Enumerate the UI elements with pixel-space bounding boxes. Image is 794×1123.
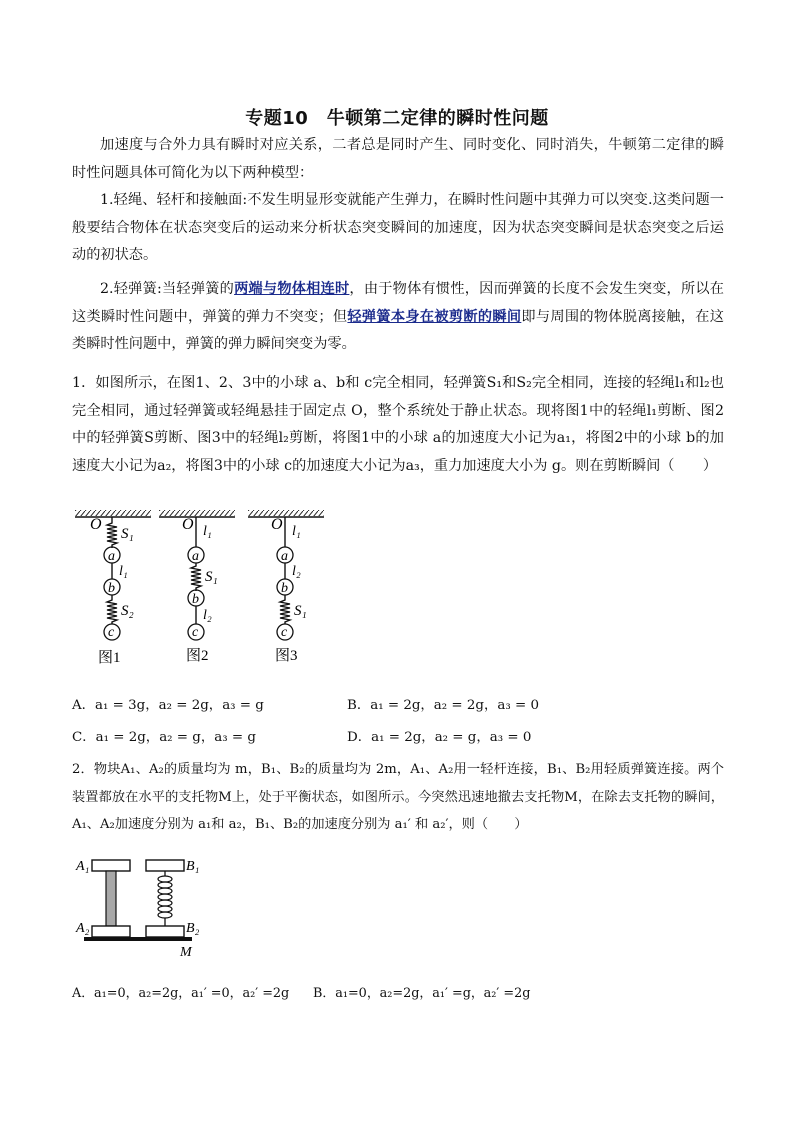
q1-option-b: B．a₁ = 2g，a₂ = 2g，a₃ = 0: [347, 698, 539, 713]
ball-c-label: c: [108, 625, 115, 640]
fig2-label-l2: l₂: [203, 608, 212, 623]
q1-option-c: C．a₁ = 2g，a₂ = g，a₃ = g: [72, 730, 256, 745]
ball-c-label: c: [281, 625, 288, 640]
label-b1: B₁: [186, 859, 200, 874]
spring-s2: [107, 595, 117, 624]
model-2-text-a: 2.轻弹簧:当轻弹簧的: [100, 281, 235, 297]
block-a2: [92, 926, 130, 937]
figure-1-diagram: [75, 510, 151, 666]
block-b1: [146, 860, 184, 871]
model-1-paragraph: 1.轻绳、轻杆和接触面:不发生明显形变就能产生弹力，在瞬时性问题中其弹力可以突变.这类问题一般要结合物体在状态突变后的运动来分析状态突变瞬间的加速度，因为状态突变瞬间是状态突变之后运动的初状态。: [72, 192, 724, 264]
caption-fig3: 图3: [275, 648, 298, 664]
spring-s1: [107, 517, 117, 548]
fig3-label-l2: l₂: [292, 564, 301, 579]
fixed-point-label: O: [90, 516, 102, 533]
spring-s1: [191, 563, 201, 591]
model-2-highlight-1: 两端与物体相连时: [234, 281, 350, 297]
ball-a-label: a: [108, 549, 115, 564]
model-2-text-b: ，由于物体有惯性，因而弹簧的长度不会发生突变，所以在这类瞬时性问题中，弹簧的弹力不突变；但: [72, 281, 724, 325]
ball-a-label: a: [192, 549, 199, 564]
spring-b: [158, 871, 172, 926]
block-b2: [146, 926, 184, 937]
question-2-figure: [72, 852, 212, 962]
block-a1: [92, 860, 130, 871]
label-m: M: [180, 945, 192, 960]
fixed-point-label: O: [271, 516, 283, 533]
fig3-label-s1: S₁: [294, 603, 307, 619]
label-a2: A₂: [76, 921, 90, 936]
model-2-paragraph: [72, 276, 724, 359]
ceiling-hatch: [75, 510, 151, 516]
fig3-label-l1: l₁: [292, 524, 301, 539]
label-a1: A₁: [76, 859, 90, 874]
ball-b-label: b: [192, 592, 199, 607]
ball-c-label: c: [192, 625, 199, 640]
intro-paragraph: 加速度与合外力具有瞬时对应关系，二者总是同时产生、同时变化、同时消失，牛顿第二定律的瞬时性问题具体可简化为以下两种模型：: [72, 137, 724, 181]
question-1-text: 1．如图所示，在图1、2、3中的小球 a、b和 c完全相同，轻弹簧S₁和S₂完全相同，连接的轻绳l₁和l₂也完全相同，通过轻弹簧或轻绳悬挂于固定点 O，整个系统处于静止状态。现将图1中的轻绳l₁剪断、图2中的轻弹簧S剪断、图3中的轻绳l₂剪断，将图1中的小球 a的加速度大小记为a₁，将图2中的小球 b的加速度大小记为a₂，将图3中的小球 c的加速度大小记为a₃，重力加速度大小为 g。则在剪断瞬间（ ）: [72, 375, 724, 474]
ceiling-hatch: [248, 510, 324, 516]
caption-fig2: 图2: [186, 648, 209, 664]
figure-3-diagram: [248, 510, 324, 664]
ceiling-hatch: [159, 510, 235, 516]
ball-a-label: a: [281, 549, 288, 564]
fig1-label-l1: l₁: [119, 564, 128, 579]
fig2-label-s1: S₁: [205, 569, 218, 585]
question-1-figure-3: [240, 505, 336, 670]
model-2-highlight-2: 轻弹簧本身在被剪断的瞬间: [347, 308, 522, 325]
q2-option-b: B．a₁=0，a₂=2g，a₁′ =g，a₂′ =2g: [313, 986, 531, 1001]
model-2-text-c: 即与周围的物体脱离接触，在这类瞬时性问题中，弹簧的弹力瞬间突变为零。: [72, 308, 724, 353]
page-title: 专题10 牛顿第二定律的瞬时性问题: [245, 108, 549, 129]
label-b2: B₂: [186, 921, 200, 936]
question-2-text: 2．物块A₁、A₂的质量均为 m，B₁、B₂的质量均为 2m，A₁、A₂用一轻杆连接，B₁、B₂用轻质弹簧连接。两个装置都放在水平的支托物M上，处于平衡状态，如图所示。今突然迅速地撤去支托物M，在除去支托物的瞬间，A₁、A₂加速度分别为 a₁和 a₂，B₁、B₂的加速度分别为 a₁′ 和 a₂′，则（ ）: [72, 762, 724, 833]
q1-option-a: A．a₁ = 3g，a₂ = 2g，a₃ = g: [72, 698, 264, 713]
spring-s1: [280, 595, 290, 624]
figure-2-diagram: [159, 510, 235, 664]
fig1-label-s2: S₂: [121, 603, 134, 619]
support-m: [84, 937, 192, 941]
ball-b-label: b: [108, 581, 115, 596]
q2-option-a: A．a₁=0，a₂=2g，a₁′ =0，a₂′ =2g: [72, 986, 290, 1001]
caption-fig1: 图1: [98, 650, 121, 666]
ball-b-label: b: [281, 581, 288, 596]
fig2-label-l1: l₁: [203, 524, 212, 539]
fig1-label-s1: S₁: [121, 526, 134, 542]
fixed-point-label: O: [182, 516, 194, 533]
rigid-rod: [106, 871, 116, 926]
q1-option-d: D．a₁ = 2g，a₂ = g，a₃ = 0: [347, 730, 532, 745]
